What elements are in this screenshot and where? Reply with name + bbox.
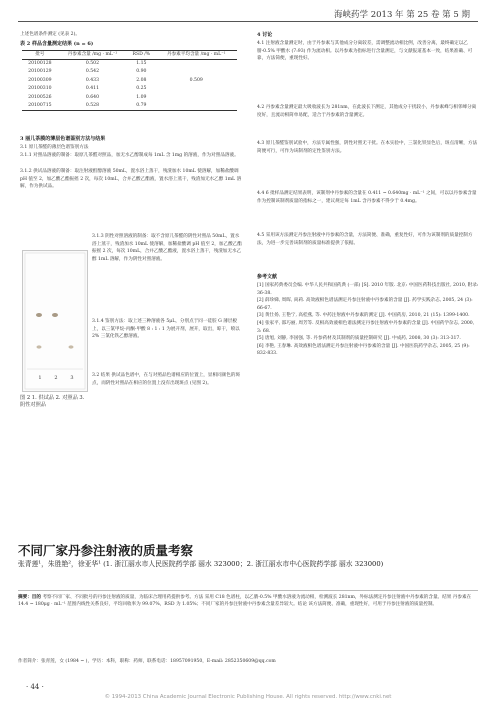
table-row: [22, 77, 237, 85]
plate-lane-label: 1: [38, 375, 42, 381]
abstract-separator: [18, 590, 478, 591]
table-cell: 20100310: [28, 86, 52, 92]
table-row: [22, 94, 237, 102]
section-3-1-3: 3.1.3 阴性对照溶液的制备：取不含原儿茶醛的阴性对照品 50mL，置水浴上蒸干，残渣加水 10mL 使溶解，加稀盐酸调 pH 值至 2，加乙酸乙酯振摇 2 次，每次 10mL，合并乙酸乙酯液，置水浴上蒸干，残渣加无水乙醇 1mL 溶解，作为阴性对照溶液。: [92, 234, 242, 262]
plate-spot: [37, 345, 42, 348]
table-cell: 0.25: [136, 86, 147, 92]
reference-list: [257, 282, 479, 358]
table-header-batch: 批号: [22, 51, 58, 60]
table-cell: 1.09: [136, 94, 147, 100]
author-info: 作者简介：张青莲，女 (1984 ~ )，学历：本科，职称：药师，联系电话：18957091950，E-mail: 2852350609@qq.com: [18, 659, 276, 664]
table-cell: 0.542: [85, 69, 100, 75]
table-cell: 0.640: [85, 94, 100, 100]
table-row: [22, 85, 237, 93]
section-3-1-heading: 3.1 原儿茶醛的薄层色谱鉴别方法: [20, 145, 89, 150]
table-cell: [155, 85, 237, 93]
abstract-text: 考察不同厂家、不同批号的丹参注射液的质量，为临床合理用药提供参考。方法 采用 C18 色谱柱，以乙腈-0.5% 甲酸水溶液为流动相，检测波长 281nm，外标法测定丹参注射液中丹参素的含量。结果 丹参素在 14.4 ~ 180μg · mL⁻¹ 范围内线性关系良好，平均回收率为 99.07%，RSD 为 1.05%；不同厂家的丹参注射液中丹参素含量差异较大。结论 该方法简便、准确，重现性好，可用于丹参注射液的质量控制。: [18, 595, 472, 608]
section-3-1-4: 3.1.4 鉴别方法：取上述三种溶液各 5μL，分别点于同一硅胶 G 薄层板上，以三氯甲烷-丙酮-甲酸 8 : 1 : 1 为展开剂，展开，取出，晾干，喷以 2% 三氯化铁乙醇溶液。: [92, 319, 240, 340]
article-title: 不同厂家丹参注射液的质量考察: [18, 543, 194, 558]
header-rule: [18, 21, 478, 22]
plate-spot: [69, 345, 74, 348]
discussion-4-5: 4.5 采用该方法测定丹参注射液中丹参素的含量，方法简便、准确，重复性好，可作为该制剂的质量控制方法，为进一步完善该制剂的质量标准提供了依据。: [257, 233, 473, 246]
table-row: [22, 102, 237, 111]
left-intro: 上述色谱条件测定 (见表 2)。: [20, 32, 80, 37]
table-cell: [155, 68, 237, 76]
table-cell: 0.90: [136, 69, 147, 75]
section-4-title: 4 讨论: [257, 32, 273, 38]
table-cell: 0.509: [189, 77, 203, 83]
table-cell: 0.528: [58, 102, 128, 111]
table-cell: [155, 94, 237, 102]
table-cell: 0.502: [85, 61, 100, 66]
table-cell: 2.08: [136, 77, 147, 83]
reference-item: [3] 黄仕扬, 王艳宁, 高桂燕, 等. 中药注射液中丹参素的测定 [J]. 中国药房, 2010, 21 (15): 1399-1400.: [257, 313, 470, 319]
discussion-4-3: 4.3 原儿茶醛鉴别试验中，方法专属性强，阴性对照无干扰。在本实验中，三氯化铁显色后，斑点清晰，方法简便可行，可作为该制剂的定性鉴别方法。: [257, 141, 478, 154]
result-table: [22, 50, 237, 111]
plate-spot: [36, 313, 42, 317]
table-cell: 20100128: [28, 61, 52, 66]
table-cell: 0.79: [127, 102, 155, 111]
table-cell: [155, 102, 237, 111]
table-row: [22, 68, 237, 76]
reference-item: [2] 薛珍娣, 周晖, 尚莉. 高效液相色谱法测定丹参注射液中丹参素的含量 [J]. 药学实践杂志, 2005, 24 (3): 66-67.: [257, 298, 473, 311]
figure-caption: 图 2 1. 供试品 2. 对照品 3. 阴性对照品: [20, 395, 85, 408]
abstract: [18, 594, 480, 609]
tlc-plate-figure: [22, 250, 88, 392]
section-3-title: 3 丽儿茶膜的薄层色谱鉴别方法与结果: [20, 136, 106, 142]
tlc-plate-drawing: [23, 251, 87, 391]
reference-item: [1] 国家药典委员会编. 中华人民共和国药典 (一部) [S]. 2010 年版. 北京: 中国医药科技出版社, 2010, 附录: 36-38.: [257, 283, 479, 296]
copyright-line: © 1994-2013 China Academic Journal Electronic Publishing House. All rights reserved. http://www.cnki.net: [104, 694, 392, 700]
table-cell: 1.15: [136, 61, 147, 66]
table-header-rsd: RSD /%: [127, 51, 155, 60]
table-cell: 0.433: [85, 77, 100, 83]
plate-background: [25, 253, 85, 389]
discussion-4-2: 4.2 丹参素含量测定最大吸收波长为 281nm，在此波长下测定，其他成分干扰较小，丹参素峰与相邻峰分离度好，且流动相简单易配，适合于丹参素的含量测定。: [257, 105, 477, 118]
plate-lane-label: 2: [54, 375, 58, 381]
references-title: 参考文献: [257, 274, 278, 280]
table-cell: 20100309: [28, 77, 52, 83]
table-cell: 0.411: [85, 86, 100, 92]
section-3-1-1: 3.1.1 对照品溶液的制备：取原儿茶醛对照品，加无水乙醇制成每 1mL 含 1mg 的溶液，作为对照品溶液。: [20, 153, 239, 158]
table-row: [22, 60, 237, 69]
abstract-label: 摘要：目的: [18, 595, 41, 600]
discussion-4-4: 4.4 6 批样品测定结果表明，该制剂中丹参素的含量在 0.411 ~ 0.640mg · mL⁻¹ 之间，可以以丹参素含量作为控制该制剂质量的指标之一，建议规定每 1mL 含丹参素不得少于 0.4mg。: [257, 191, 477, 204]
discussion-4-1: 4.1 注射液含量测定时，由于丹参素与其他成分分离较差，需调整流动相比例，改善分离，最终确定以乙腈-0.5% 甲酸水 (7:93) 作为流动相。以丹参素为指标进行含量测定，与文献报道基本一致，结果准确、可靠，方法简便，重现性好。: [257, 41, 473, 62]
table-cell: [155, 60, 237, 69]
reference-item: [5] 唐旭, 刘静, 李国强, 等. 丹参药材及其制剂的质量控制研究 [J]. 中成药, 2008, 30 (3): 313-317.: [257, 336, 461, 342]
reference-item: [4] 张家平, 邵巧丽, 周芳等. 反相高效液相色谱法测定丹参注射液中丹参素的含量 [J]. 中国药学杂志, 2000, 3: 68.: [257, 320, 475, 334]
page-number: · 44 ·: [26, 683, 44, 691]
table-cell: 20100129: [28, 69, 52, 75]
table-header-content: 丹参素含量 /mg · mL⁻¹: [58, 51, 128, 60]
table-title: 表 2 样品含量测定结果 (n = 6): [20, 41, 94, 47]
plate-spot: [52, 313, 58, 317]
section-3-2-result: 3.2 结果 供试品色谱中，在与对照品色谱相应的位置上，显相同颜色的斑点，而阴性对照品在相应的位置上没有出现斑点 (见图 2)。: [92, 373, 241, 386]
running-head: 海峡药学 2013 年 第 25 卷 第 5 期: [334, 10, 470, 20]
article-authors: 张青莲¹，朱胜艳²，徐亚华¹ (1. 浙江丽水市人民医院药学部 丽水 323000；2. 浙江丽水市中心医院药学部 丽水 323000): [18, 560, 384, 568]
plate-lane-label: 3: [70, 375, 74, 381]
table-header-avg: 丹参素平均含量 /mg · mL⁻¹: [155, 51, 237, 60]
reference-item: [6] 李艳, 王春琳. 高效液相色谱法测定丹参注射液中丹参素的含量 [J]. 中国医院药学杂志, 2005, 25 (9): 832-833.: [257, 343, 470, 357]
table-cell: 20100526: [28, 94, 52, 100]
table-cell: 20100715: [22, 102, 58, 111]
section-3-1-2: 3.1.2 供试品溶液的制备：取注射液酊醇溶液 50mL，置水浴上蒸干，残渣加水 10mL 使溶解，加稀盐酸调 pH 值至 2，加乙酸乙酯振摇 2 次，每次 10mL，合并乙酸乙酯液，置水浴上蒸干，残渣加无水乙醇 1mL 溶解，作为供试品。: [20, 169, 242, 190]
